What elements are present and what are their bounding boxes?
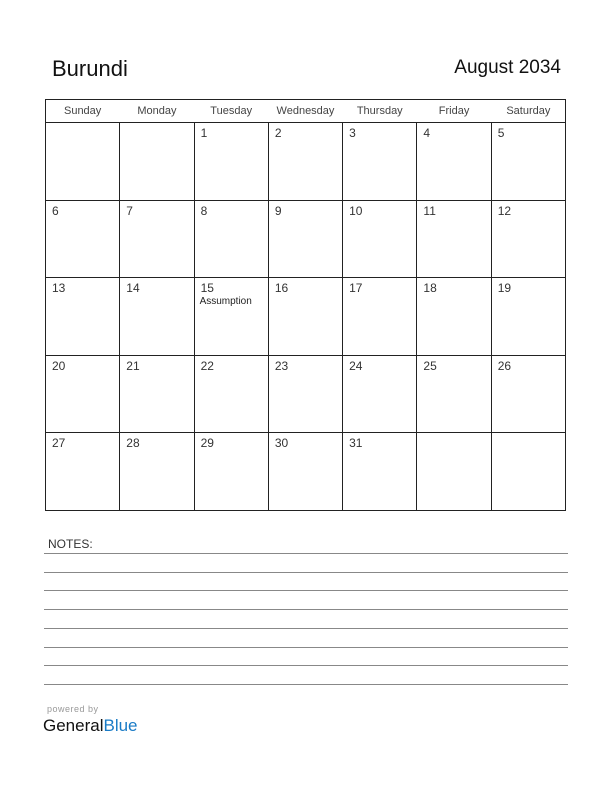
logo-blue: Blue <box>103 716 138 735</box>
notes-label: NOTES: <box>48 537 93 551</box>
day-number: 28 <box>126 436 140 450</box>
day-cell[interactable] <box>491 433 565 511</box>
day-number: 4 <box>423 126 431 140</box>
day-number: 1 <box>200 126 208 140</box>
week-row <box>46 433 566 511</box>
notes-line[interactable] <box>44 609 568 610</box>
weekday-header: Thursday <box>343 99 417 123</box>
day-number: 27 <box>52 436 66 450</box>
day-cell[interactable] <box>491 278 565 356</box>
day-number <box>417 433 490 436</box>
day-number: 30 <box>274 436 289 450</box>
day-cell[interactable] <box>417 355 491 433</box>
day-cell[interactable] <box>343 355 417 433</box>
day-number <box>46 123 119 126</box>
weekday-header: Saturday <box>491 99 565 123</box>
day-cell[interactable] <box>343 200 417 278</box>
day-cell[interactable] <box>194 200 268 278</box>
day-number: 22 <box>200 358 214 373</box>
notes-line[interactable] <box>44 553 568 554</box>
day-cell[interactable] <box>417 200 491 278</box>
day-cell[interactable] <box>46 200 120 278</box>
day-number: 12 <box>497 203 512 218</box>
day-cell[interactable] <box>268 278 342 356</box>
day-cell[interactable] <box>268 200 342 278</box>
week-row <box>46 355 566 433</box>
day-cell[interactable] <box>417 433 491 511</box>
notes-line[interactable] <box>44 572 568 573</box>
day-cell[interactable] <box>491 355 565 433</box>
day-number: 9 <box>274 203 282 218</box>
day-cell[interactable] <box>194 278 268 356</box>
day-number: 15 <box>200 281 214 295</box>
notes-line[interactable] <box>44 647 568 648</box>
day-cell[interactable] <box>194 433 268 511</box>
day-number: 16 <box>274 281 289 295</box>
week-row <box>46 200 566 278</box>
day-cell[interactable] <box>268 123 342 201</box>
weekday-header: Wednesday <box>268 99 342 123</box>
notes-line[interactable] <box>44 628 568 629</box>
day-number: 7 <box>126 203 133 218</box>
calendar-grid <box>45 99 566 511</box>
notes-line[interactable] <box>44 590 568 591</box>
day-number: 21 <box>126 358 140 373</box>
day-number: 31 <box>349 436 363 450</box>
logo-general: General <box>43 716 104 735</box>
day-cell[interactable] <box>120 433 194 511</box>
day-cell[interactable] <box>46 433 120 511</box>
week-row <box>46 123 566 201</box>
week-row <box>46 278 566 356</box>
day-number: 19 <box>497 281 512 295</box>
day-number: 23 <box>274 358 289 373</box>
day-cell[interactable] <box>417 278 491 356</box>
weekday-header: Monday <box>120 99 194 123</box>
month-year-title: August 2034 <box>454 57 561 78</box>
day-cell[interactable] <box>268 355 342 433</box>
day-number: 17 <box>349 281 363 295</box>
day-cell[interactable] <box>120 200 194 278</box>
weekday-header: Friday <box>417 99 491 123</box>
day-number: 2 <box>274 126 282 140</box>
day-cell[interactable] <box>46 278 120 356</box>
day-cell[interactable] <box>194 355 268 433</box>
day-number: 5 <box>497 126 505 140</box>
day-number: 8 <box>200 203 208 218</box>
day-cell[interactable] <box>46 123 120 201</box>
weekday-header-row <box>46 99 566 123</box>
day-number: 3 <box>349 126 356 140</box>
weekday-header: Tuesday <box>194 99 268 123</box>
day-cell[interactable] <box>120 278 194 356</box>
day-cell[interactable] <box>120 123 194 201</box>
day-cell[interactable] <box>417 123 491 201</box>
weekday-header: Sunday <box>46 99 120 123</box>
day-number: 14 <box>126 281 140 295</box>
day-number: 20 <box>52 358 66 373</box>
day-cell[interactable] <box>343 278 417 356</box>
powered-by-text: powered by <box>47 704 99 714</box>
day-number: 11 <box>423 203 436 218</box>
day-number <box>120 123 193 126</box>
day-cell[interactable] <box>120 355 194 433</box>
day-cell[interactable] <box>268 433 342 511</box>
day-cell[interactable] <box>46 355 120 433</box>
day-cell[interactable] <box>491 123 565 201</box>
notes-line[interactable] <box>44 665 568 666</box>
day-cell[interactable] <box>343 123 417 201</box>
day-cell[interactable] <box>194 123 268 201</box>
day-number <box>492 433 565 436</box>
day-number: 10 <box>349 203 363 218</box>
day-number: 26 <box>497 358 512 373</box>
holiday-label: Assumption <box>199 296 252 307</box>
notes-line[interactable] <box>44 684 568 685</box>
day-number: 29 <box>200 436 214 450</box>
day-cell[interactable] <box>343 433 417 511</box>
day-number: 24 <box>349 358 363 373</box>
day-number: 13 <box>52 281 66 295</box>
day-number: 25 <box>423 358 437 373</box>
country-title: Burundi <box>52 56 128 81</box>
generalblue-logo[interactable] <box>43 716 138 736</box>
day-number: 6 <box>52 203 59 218</box>
day-cell[interactable] <box>491 200 565 278</box>
day-number: 18 <box>423 281 437 295</box>
